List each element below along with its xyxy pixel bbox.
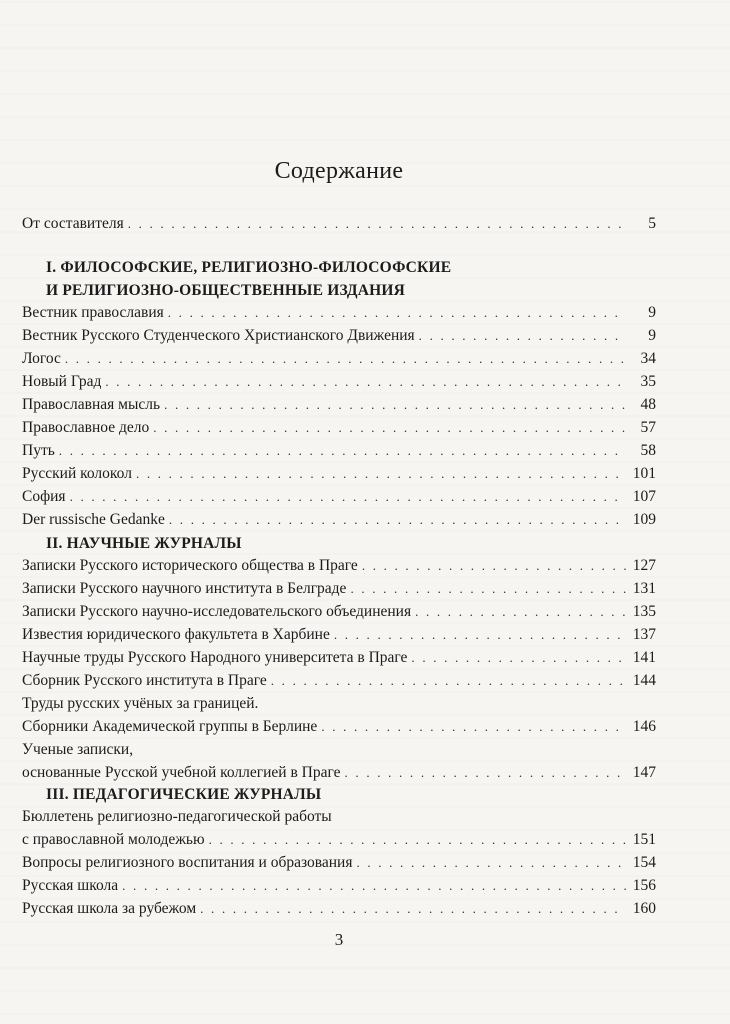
entry-page: 107 (632, 488, 656, 505)
entry-page: 147 (632, 764, 656, 781)
entry-label: Путь (22, 442, 55, 459)
toc-entry-line1[interactable]: Ученые записки, (22, 741, 134, 758)
entry-label: Православное дело (22, 419, 150, 436)
entry-page: 154 (632, 854, 656, 871)
entry-label: Логос (22, 350, 61, 367)
entry-page: 127 (632, 557, 656, 574)
toc-entry[interactable] (22, 440, 656, 462)
dot-leader (419, 325, 626, 347)
toc-entry[interactable] (22, 394, 656, 416)
section-heading-line: II. НАУЧНЫЕ ЖУРНАЛЫ (46, 535, 242, 552)
entry-page: 101 (632, 465, 656, 482)
entry-label: Русский колокол (22, 465, 132, 482)
toc-entry-preface[interactable] (22, 213, 656, 235)
dot-leader (415, 601, 626, 623)
toc-entry[interactable] (22, 555, 656, 577)
section-heading-line: И РЕЛИГИОЗНО-ОБЩЕСТВЕННЫЕ ИЗДАНИЯ (46, 282, 406, 299)
dot-leader (350, 578, 626, 600)
entry-label: Вестник Русского Студенческого Христианского Движения (22, 327, 415, 344)
dot-leader (169, 509, 626, 531)
entry-label: Сборники Академической группы в Берлине (22, 718, 318, 735)
dot-leader (271, 670, 626, 692)
toc-entry[interactable] (22, 852, 656, 874)
dot-leader (128, 213, 626, 235)
dot-leader (345, 762, 626, 784)
dot-leader (356, 852, 626, 874)
toc-entry[interactable] (22, 601, 656, 623)
page-number: 3 (334, 930, 344, 949)
section-heading-line: I. ФИЛОСОФСКИЕ, РЕЛИГИОЗНО-ФИЛОСОФСКИЕ (46, 259, 452, 276)
dot-leader (136, 463, 626, 485)
section-heading-line: III. ПЕДАГОГИЧЕСКИЕ ЖУРНАЛЫ (46, 786, 322, 803)
entry-page: 146 (632, 718, 656, 735)
dot-leader (105, 371, 626, 393)
toc-entry[interactable] (22, 371, 656, 393)
entry-label: От составителя (22, 215, 124, 232)
section-heading-2 (46, 532, 656, 555)
toc-entry[interactable] (22, 325, 656, 347)
toc-entry[interactable] (22, 486, 656, 508)
dot-leader (122, 875, 626, 897)
entry-page: 156 (632, 877, 656, 894)
entry-label: Der russische Gedanke (22, 511, 165, 528)
entry-label: Сборник Русского института в Праге (22, 672, 267, 689)
entry-label: Вестник православия (22, 304, 164, 321)
toc-entry[interactable] (22, 898, 656, 920)
entry-label: Записки Русского научно-исследовательского объединения (22, 603, 412, 620)
entry-page: 144 (632, 672, 656, 689)
entry-label: Записки Русского научного института в Белграде (22, 580, 347, 597)
toc-entry[interactable] (22, 509, 656, 531)
entry-label: София (22, 488, 66, 505)
dot-leader (70, 486, 626, 508)
toc-entry[interactable] (22, 716, 656, 738)
entry-label: с православной молодежью (22, 831, 205, 848)
entry-label: Русская школа за рубежом (22, 900, 197, 917)
entry-page: 35 (640, 373, 656, 390)
entry-page: 34 (640, 350, 656, 367)
entry-page: 9 (648, 327, 656, 344)
dot-leader (334, 624, 626, 646)
toc-entry[interactable] (22, 302, 656, 324)
entry-label: Вопросы религиозного воспитания и образования (22, 854, 353, 871)
toc-entry[interactable] (22, 578, 656, 600)
toc-entry[interactable] (22, 829, 656, 851)
entry-page: 160 (632, 900, 656, 917)
toc-entry-line1[interactable]: Бюллетень религиозно-педагогической работы (22, 808, 332, 825)
dot-leader (209, 829, 626, 851)
dot-leader (200, 898, 626, 920)
entry-page: 137 (632, 626, 656, 643)
entry-page: 151 (632, 831, 656, 848)
entry-label: Записки Русского исторического общества в Праге (22, 557, 358, 574)
entry-page: 135 (632, 603, 656, 620)
dot-leader (65, 348, 626, 370)
toc-entry-line1[interactable]: Труды русских учёных за границей. (22, 695, 259, 712)
entry-label: Православная мысль (22, 396, 161, 413)
entry-label: Известия юридического факультета в Харбине (22, 626, 330, 643)
entry-page: 5 (648, 215, 656, 232)
toc-entry[interactable] (22, 875, 656, 897)
entry-label: Русская школа (22, 877, 119, 894)
dot-leader (153, 417, 626, 439)
dot-leader (59, 440, 626, 462)
toc-entry[interactable] (22, 348, 656, 370)
dot-leader (362, 555, 626, 577)
page-title: Содержание (274, 158, 404, 184)
entry-label: Новый Град (22, 373, 102, 390)
toc-page (22, 0, 656, 1024)
dot-leader (411, 647, 626, 669)
toc-entry[interactable] (22, 647, 656, 669)
entry-page: 58 (640, 442, 656, 459)
section-heading-3 (46, 783, 656, 806)
toc-entry[interactable] (22, 417, 656, 439)
entry-page: 48 (640, 396, 656, 413)
dot-leader (164, 394, 626, 416)
toc-entry[interactable] (22, 762, 656, 784)
toc-entry[interactable] (22, 463, 656, 485)
entry-page: 141 (632, 649, 656, 666)
toc-entry[interactable] (22, 670, 656, 692)
entry-page: 131 (632, 580, 656, 597)
toc-entry[interactable] (22, 624, 656, 646)
dot-leader (321, 716, 626, 738)
entry-page: 109 (632, 511, 656, 528)
entry-label: основанные Русской учебной коллегией в Праге (22, 764, 341, 781)
entry-page: 57 (640, 419, 656, 436)
entry-label: Научные труды Русского Народного университета в Праге (22, 649, 408, 666)
dot-leader (168, 302, 626, 324)
section-heading-1 (46, 256, 656, 302)
entry-page: 9 (648, 304, 656, 321)
